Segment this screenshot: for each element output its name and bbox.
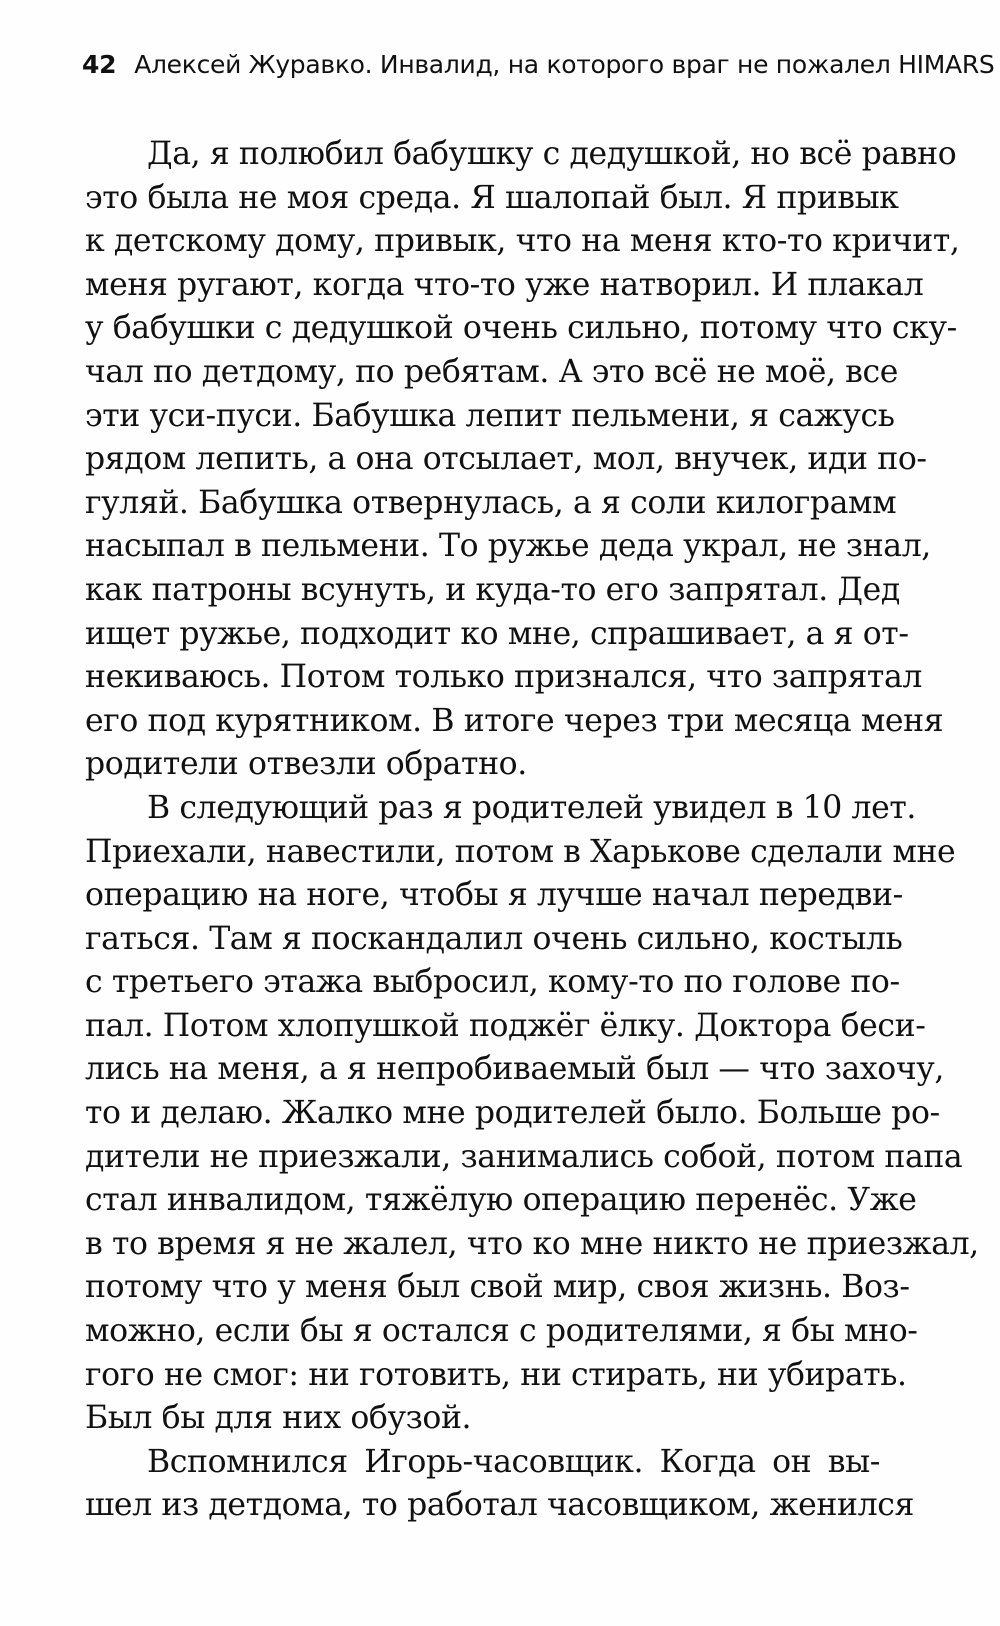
text-line: как патроны всунуть, и куда-то его запрятал. Дед <box>85 571 900 608</box>
text-line: лись на меня, а я непробиваемый был — что захочу, <box>85 1051 945 1088</box>
text-line: шел из детдома, то работал часовщиком, женился <box>85 1487 914 1524</box>
text-line: в то время я не жалел, что ко мне никто не приезжал, <box>85 1225 979 1262</box>
text-line: пал. Потом хлопушкой поджёг ёлку. Доктора беси- <box>85 1007 926 1044</box>
text-line: насыпал в пельмени. То ружье деда украл, не знал, <box>85 528 931 565</box>
text-line: у бабушки с дедушкой очень сильно, потому что ску- <box>85 310 957 347</box>
text-line: операцию на ноге, чтобы я лучше начал передви- <box>85 877 903 914</box>
text-line: Был бы для них обузой. <box>85 1400 472 1437</box>
text-line: гаться. Там я поскандалил очень сильно, костыль <box>85 920 903 957</box>
running-title: Алексей Журавко. Инвалид, на которого враг не пожалел HIMARS <box>134 50 995 79</box>
text-line: стал инвалидом, тяжёлую операцию перенёс. Уже <box>85 1182 917 1219</box>
page-number: 42 <box>82 50 117 79</box>
paragraph <box>85 133 960 787</box>
paragraph <box>85 1441 914 1528</box>
text-line: Вспомнился Игорь-часовщик. Когда он вы- <box>147 1443 880 1480</box>
body-text <box>85 133 979 1528</box>
paragraph-container <box>85 133 979 1528</box>
text-line: чал по детдому, по ребятам. А это всё не моё, все <box>85 353 898 390</box>
paragraph <box>85 787 979 1441</box>
text-line: гого не смог: ни готовить, ни стирать, ни убирать. <box>85 1356 907 1393</box>
text-line: к детскому дому, привык, что на меня кто-то кричит, <box>85 223 960 260</box>
text-line: ищет ружье, подходит ко мне, спрашивает, а я от- <box>85 615 909 652</box>
text-line: рядом лепить, а она отсылает, мол, внучек, иди по- <box>85 441 927 478</box>
text-line: меня ругают, когда что-то уже натворил. И плакал <box>85 266 924 303</box>
text-line: с третьего этажа выбросил, кому-то по голове по- <box>85 964 900 1001</box>
text-line: гуляй. Бабушка отвернулась, а я соли килограмм <box>85 484 897 521</box>
text-line: это была не моя среда. Я шалопай был. Я привык <box>85 179 899 216</box>
text-line: потому что у меня был свой мир, своя жизнь. Воз- <box>85 1269 910 1306</box>
text-line: родители отвезли обратно. <box>85 746 527 783</box>
text-line: то и делаю. Жалко мне родителей было. Больше ро- <box>85 1095 940 1132</box>
text-line: Приехали, навестили, потом в Харькове сделали мне <box>85 833 956 870</box>
text-line: Да, я полюбил бабушку с дедушкой, но всё равно <box>147 136 957 172</box>
running-header <box>82 50 995 80</box>
text-line: его под курятником. В итоге через три месяца меня <box>85 702 944 739</box>
text-line: эти уси-пуси. Бабушка лепит пельмени, я сажусь <box>85 397 895 434</box>
text-line: дители не приезжали, занимались собой, потом папа <box>85 1138 963 1175</box>
text-line: можно, если бы я остался с родителями, я бы мно- <box>85 1313 918 1350</box>
text-line: некиваюсь. Потом только признался, что запрятал <box>85 659 922 696</box>
text-line: В следующий раз я родителей увидел в 10 лет. <box>147 789 917 826</box>
